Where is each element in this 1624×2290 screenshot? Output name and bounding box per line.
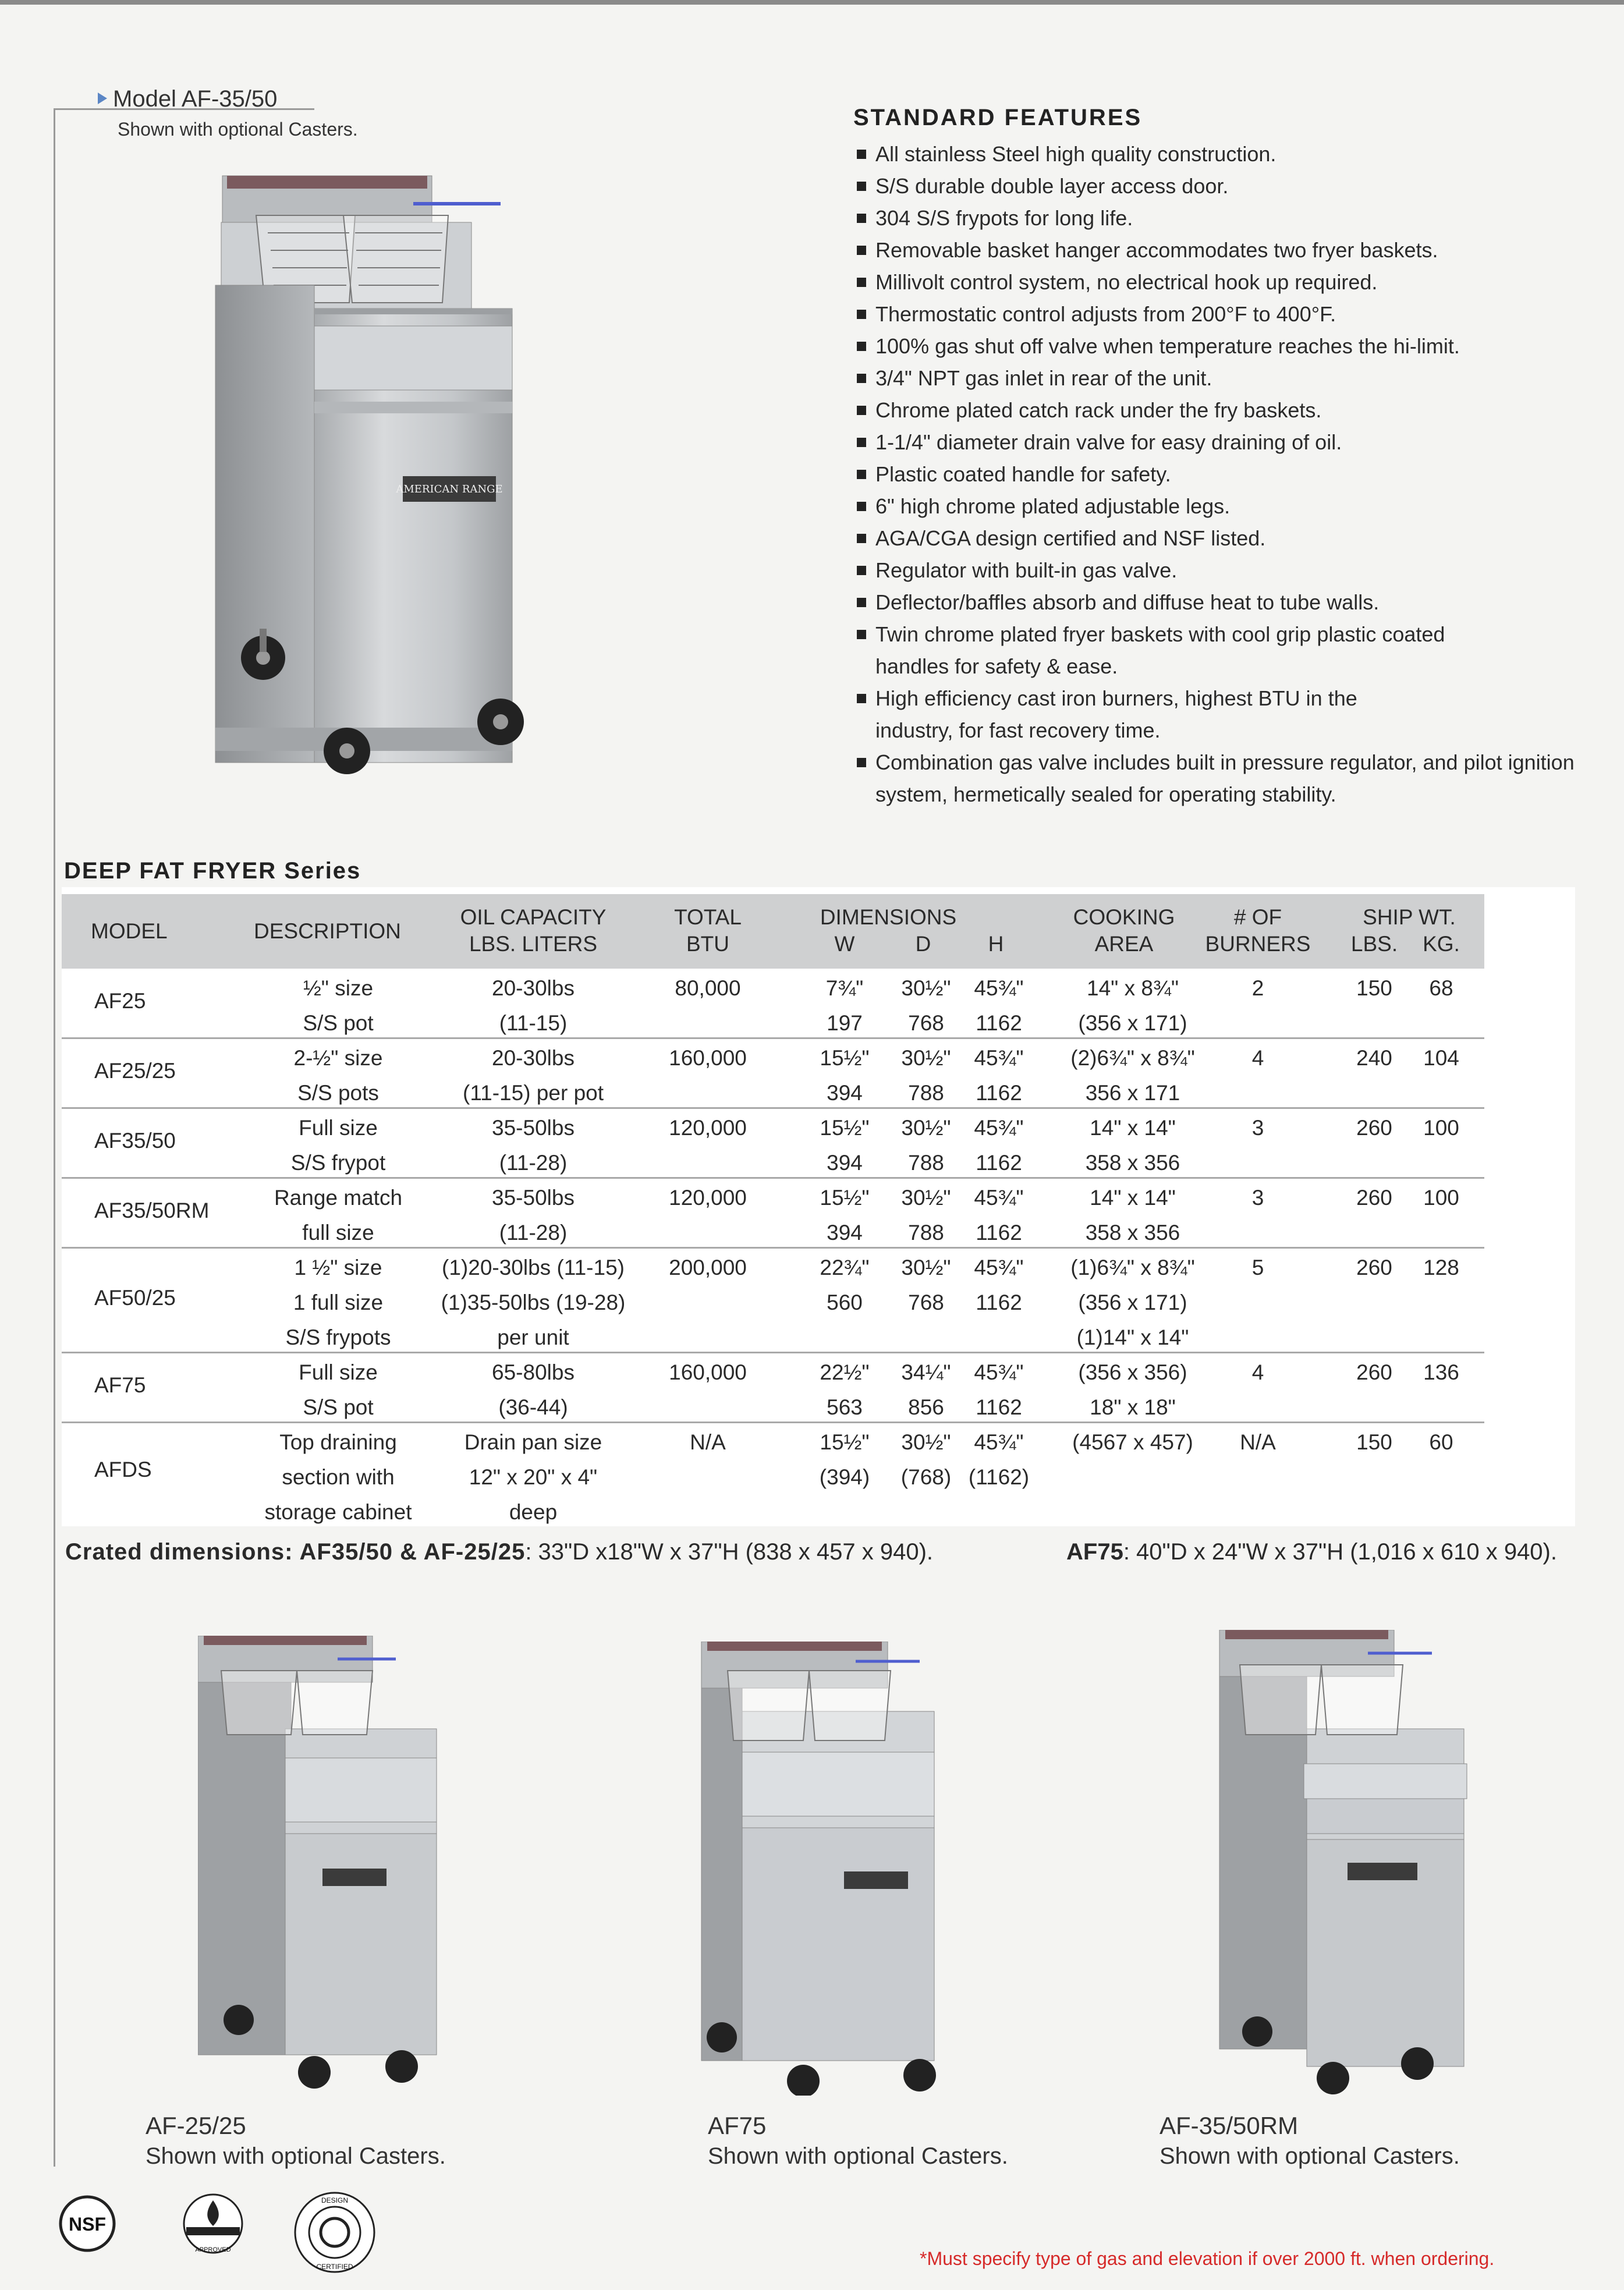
cell-burners: 3 [1251, 1186, 1264, 1210]
crated-models-a: AF35/50 & AF-25/25 [299, 1539, 526, 1565]
cell-w: 394 [827, 1081, 863, 1105]
cell-lbs: 260 [1356, 1116, 1392, 1140]
cell-btu: 120,000 [669, 1116, 747, 1140]
header-d: D [915, 932, 931, 956]
header-burners: BURNERS [1205, 932, 1311, 956]
header-model: MODEL [91, 919, 168, 943]
certified-text: CERTIFIED [316, 2263, 353, 2271]
cell-d: 30½" [901, 1256, 951, 1279]
feature-item: 1-1/4" diameter drain valve for easy draining of oil. [853, 426, 1610, 458]
standard-features [853, 105, 1610, 810]
nsf-logo [58, 2195, 116, 2256]
cell-w: 560 [827, 1291, 863, 1314]
caption-text: Shown with optional Casters. [708, 2143, 1008, 2169]
cell-h: 1162 [976, 1151, 1022, 1175]
cell-w: 15½" [820, 1430, 870, 1454]
feature-item: Plastic coated handle for safety. [853, 458, 1610, 490]
feature-item: Millivolt control system, no electrical hook up required. [853, 266, 1610, 298]
cell-area: 14" x 14" [1090, 1116, 1176, 1140]
row-separator [62, 1421, 1484, 1423]
cell-model: AFDS [94, 1458, 152, 1481]
aga-approved-logo [172, 2191, 254, 2264]
table-header [62, 894, 1484, 969]
cell-area: 14" x 8¾" [1087, 976, 1179, 1000]
cell-desc: S/S frypots [285, 1325, 391, 1349]
cell-d: (768) [900, 1465, 952, 1489]
header-dimensions: DIMENSIONS [820, 905, 957, 929]
footnote: *Must specify type of gas and elevation if over 2000 ft. when ordering. [920, 2248, 1495, 2269]
crated-dimensions-af75 [1066, 1539, 1557, 1565]
spec-table [62, 887, 1575, 1526]
hero-fryer-photo [198, 169, 570, 774]
cell-oil: 20-30lbs [492, 1046, 575, 1070]
header-total: TOTAL [674, 905, 742, 929]
header-oil-capacity: OIL CAPACITY [460, 905, 607, 929]
cell-model: AF35/50 [94, 1129, 176, 1153]
cell-desc: 2-½" size [293, 1046, 383, 1070]
cell-d: 30½" [901, 1430, 951, 1454]
cell-w: 22½" [820, 1360, 870, 1384]
cell-d: 30½" [901, 1186, 951, 1210]
feature-item: Thermostatic control adjusts from 200°F to 400°F. [853, 298, 1610, 330]
cell-w: 15½" [820, 1186, 870, 1210]
cell-btu: 120,000 [669, 1186, 747, 1210]
cell-d: 768 [908, 1291, 944, 1314]
crated-label: Crated dimensions: [65, 1539, 293, 1565]
cell-d: 788 [908, 1151, 944, 1175]
header-lbs: LBS. [1350, 932, 1398, 956]
cell-area: (1)14" x 14" [1076, 1325, 1189, 1349]
cell-lbs: 150 [1356, 976, 1392, 1000]
cell-oil: (11-15) [499, 1011, 568, 1035]
row-separator [62, 1247, 1484, 1249]
cell-desc: ½" size [303, 976, 374, 1000]
cell-area: 18" x 18" [1090, 1395, 1176, 1419]
cell-kg: 104 [1423, 1046, 1459, 1070]
cell-oil: (1)20-30lbs (11-15) [442, 1256, 625, 1279]
fryer-photo-af75 [698, 1642, 943, 2096]
feature-item: All stainless Steel high quality construction. [853, 138, 1610, 170]
cell-model: AF75 [94, 1373, 146, 1397]
hero-model-title [98, 86, 277, 112]
brand-plate-text: AMERICAN RANGE [396, 483, 503, 495]
header-oil-units: LBS. LITERS [469, 932, 598, 956]
cell-area: 358 x 356 [1085, 1221, 1180, 1245]
cell-desc: 1 full size [293, 1291, 384, 1314]
triangle-bullet-icon [98, 93, 107, 104]
cell-oil: (11-28) [499, 1151, 568, 1175]
caption-af-25-25 [146, 2111, 446, 2171]
features-title: STANDARD FEATURES [853, 105, 1143, 130]
row-separator [62, 1352, 1484, 1353]
features-list [853, 138, 1610, 810]
cell-d: 34¼" [901, 1360, 951, 1384]
caption-model: AF-25/25 [146, 2112, 246, 2139]
caption-text: Shown with optional Casters. [1160, 2143, 1460, 2169]
cell-lbs: 260 [1356, 1256, 1392, 1279]
cell-desc: full size [302, 1221, 374, 1245]
cell-area: (2)6¾" x 8¾" [1070, 1046, 1195, 1070]
cell-desc: Range match [274, 1186, 403, 1210]
crated-dimensions [65, 1539, 933, 1565]
cell-burners: 4 [1251, 1046, 1264, 1070]
cell-d: 30½" [901, 1116, 951, 1140]
cell-kg: 128 [1423, 1256, 1459, 1279]
feature-item: 304 S/S frypots for long life. [853, 202, 1610, 234]
cell-model: AF50/25 [94, 1286, 176, 1310]
top-border [0, 0, 1624, 5]
cell-desc: Top draining [279, 1430, 397, 1454]
cell-w: 563 [827, 1395, 863, 1419]
cell-btu: 80,000 [675, 976, 741, 1000]
cell-desc: section with [282, 1465, 395, 1489]
header-num-of: # OF [1233, 905, 1282, 929]
cell-d: 856 [908, 1395, 944, 1419]
cell-oil: 20-30lbs [492, 976, 575, 1000]
cell-area: (4567 x 457) [1072, 1430, 1193, 1454]
cell-area: 358 x 356 [1085, 1151, 1180, 1175]
cell-btu: N/A [690, 1430, 726, 1454]
cell-oil: (1)35-50lbs (19-28) [441, 1291, 626, 1314]
feature-item: Twin chrome plated fryer baskets with cool grip plastic coated handles for safety & ease. [853, 618, 1481, 682]
header-btu: BTU [686, 932, 729, 956]
cell-area: (356 x 171) [1078, 1011, 1187, 1035]
cell-kg: 100 [1423, 1116, 1459, 1140]
cell-h: 1162 [976, 1395, 1022, 1419]
design-text: DESIGN [321, 2196, 349, 2204]
header-description: DESCRIPTION [254, 919, 401, 943]
cell-area: (356 x 171) [1078, 1291, 1187, 1314]
cell-d: 788 [908, 1081, 944, 1105]
cell-desc: S/S pot [303, 1395, 374, 1419]
cell-h: 1162 [976, 1081, 1022, 1105]
cell-oil: (36-44) [498, 1395, 568, 1419]
cell-oil: 12" x 20" x 4" [469, 1465, 598, 1489]
cell-model: AF25/25 [94, 1059, 176, 1083]
feature-item: 6" high chrome plated adjustable legs. [853, 490, 1610, 522]
cell-desc: S/S frypot [290, 1151, 386, 1175]
feature-item: Chrome plated catch rack under the fry baskets. [853, 394, 1610, 426]
header-cooking: COOKING [1073, 905, 1175, 929]
cell-h: 45¾" [974, 1360, 1024, 1384]
cell-lbs: 240 [1356, 1046, 1392, 1070]
caption-af75 [708, 2111, 1008, 2171]
cell-area: 14" x 14" [1090, 1186, 1176, 1210]
cell-h: 45¾" [974, 1430, 1024, 1454]
fryer-photo-af-25-25 [198, 1636, 442, 2090]
approved-text: APPROVED [195, 2246, 231, 2253]
cell-kg: 68 [1429, 976, 1453, 1000]
cell-d: 30½" [901, 976, 951, 1000]
feature-item: S/S durable double layer access door. [853, 170, 1610, 202]
header-ship-wt: SHIP WT. [1363, 905, 1456, 929]
cell-oil: per unit [497, 1325, 569, 1349]
cell-h: 45¾" [974, 976, 1024, 1000]
feature-item: Deflector/baffles absorb and diffuse heat to tube walls. [853, 586, 1610, 618]
cell-desc: S/S pot [303, 1011, 374, 1035]
cell-w: 394 [827, 1221, 863, 1245]
cell-h: 45¾" [974, 1046, 1024, 1070]
cell-burners: N/A [1240, 1430, 1276, 1454]
cell-d: 768 [908, 1011, 944, 1035]
cell-h: 1162 [976, 1291, 1022, 1314]
cell-kg: 60 [1429, 1430, 1453, 1454]
frame-line-vertical [54, 108, 55, 2167]
cell-burners: 4 [1251, 1360, 1264, 1384]
cell-btu: 160,000 [669, 1360, 747, 1384]
cell-w: 15½" [820, 1116, 870, 1140]
row-separator [62, 1107, 1484, 1109]
cell-w: 197 [827, 1011, 863, 1035]
feature-item: Removable basket hanger accommodates two fryer baskets. [853, 234, 1610, 266]
hero-subtitle: Shown with optional Casters. [118, 119, 358, 140]
cell-burners: 5 [1251, 1256, 1264, 1279]
feature-item: 3/4" NPT gas inlet in rear of the unit. [853, 362, 1610, 394]
cell-oil: 65-80lbs [492, 1360, 575, 1384]
row-separator [62, 1177, 1484, 1179]
cell-desc: 1 ½" size [294, 1256, 382, 1279]
cell-oil: 35-50lbs [492, 1116, 575, 1140]
feature-item: High efficiency cast iron burners, highest BTU in the industry, for fast recovery time. [853, 682, 1434, 746]
cell-oil: deep [509, 1500, 558, 1524]
crated-dims-a: : 33"D x18"W x 37"H (838 x 457 x 940). [525, 1539, 934, 1565]
feature-item: Regulator with built-in gas valve. [853, 554, 1610, 586]
cell-burners: 3 [1251, 1116, 1264, 1140]
design-certified-logo [291, 2189, 378, 2279]
cell-desc: Full size [299, 1116, 378, 1140]
cell-oil: 35-50lbs [492, 1186, 575, 1210]
cell-lbs: 260 [1356, 1186, 1392, 1210]
cell-desc: S/S pots [297, 1081, 379, 1105]
cell-oil: (11-15) per pot [463, 1081, 604, 1105]
cell-lbs: 150 [1356, 1430, 1392, 1454]
row-separator [62, 1037, 1484, 1039]
cell-w: 394 [827, 1151, 863, 1175]
cell-area: 356 x 171 [1085, 1081, 1180, 1105]
cell-desc: Full size [299, 1360, 378, 1384]
cell-h: 45¾" [974, 1256, 1024, 1279]
crated-dims-b: : 40"D x 24"W x 37"H (1,016 x 610 x 940). [1123, 1539, 1557, 1565]
cell-h: 45¾" [974, 1186, 1024, 1210]
cell-d: 788 [908, 1221, 944, 1245]
cell-burners: 2 [1251, 976, 1264, 1000]
caption-af-35-50rm [1160, 2111, 1460, 2171]
cell-model: AF35/50RM [94, 1199, 210, 1222]
cell-d: 30½" [901, 1046, 951, 1070]
header-w: W [834, 932, 855, 956]
cell-w: 15½" [820, 1046, 870, 1070]
cell-area: (356 x 356) [1078, 1360, 1187, 1384]
caption-model: AF75 [708, 2112, 767, 2139]
cell-kg: 136 [1423, 1360, 1459, 1384]
series-title: DEEP FAT FRYER Series [64, 858, 361, 884]
header-kg: KG. [1423, 932, 1460, 956]
caption-text: Shown with optional Casters. [146, 2143, 446, 2169]
feature-item: 100% gas shut off valve when temperature reaches the hi-limit. [853, 330, 1610, 362]
cell-kg: 100 [1423, 1186, 1459, 1210]
fryer-photo-af-35-50rm [1217, 1630, 1473, 2096]
header-h: H [988, 932, 1004, 956]
cell-lbs: 260 [1356, 1360, 1392, 1384]
feature-item: AGA/CGA design certified and NSF listed. [853, 522, 1610, 554]
cell-desc: storage cabinet [264, 1500, 412, 1524]
feature-item: Combination gas valve includes built in pressure regulator, and pilot ignition system, hermetically sealed for operating stability. [853, 746, 1624, 810]
cell-model: AF25 [94, 989, 146, 1013]
cell-oil: (11-28) [499, 1221, 568, 1245]
cell-w: 22¾" [820, 1256, 870, 1279]
crated-model-b: AF75 [1066, 1539, 1123, 1565]
cell-h: 1162 [976, 1011, 1022, 1035]
cell-h: 1162 [976, 1221, 1022, 1245]
cell-btu: 200,000 [669, 1256, 747, 1279]
hero-model-text: Model AF-35/50 [113, 86, 278, 112]
cell-w: 7¾" [825, 976, 864, 1000]
caption-model: AF-35/50RM [1160, 2112, 1299, 2139]
cell-oil: Drain pan size [464, 1430, 602, 1454]
nsf-logo-text: NSF [69, 2214, 106, 2235]
cell-h: 45¾" [974, 1116, 1024, 1140]
cell-h: (1162) [968, 1465, 1030, 1489]
cell-btu: 160,000 [669, 1046, 747, 1070]
cell-area: (1)6¾" x 8¾" [1070, 1256, 1195, 1279]
cell-w: (394) [819, 1465, 870, 1489]
header-area: AREA [1094, 932, 1154, 956]
